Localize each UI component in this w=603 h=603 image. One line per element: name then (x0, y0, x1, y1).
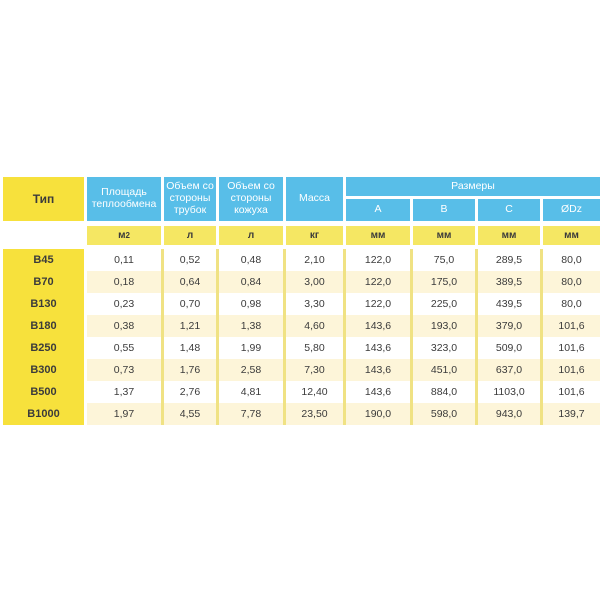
data-cell: 80,0 (543, 271, 600, 293)
data-cell: 2,76 (164, 381, 216, 403)
data-cell: 0,18 (87, 271, 161, 293)
unit-tube-volume: л (164, 226, 216, 245)
data-cell: 7,30 (286, 359, 343, 381)
dimension-a-header: A (346, 199, 410, 221)
data-cell: 122,0 (346, 271, 410, 293)
data-cell: 7,78 (219, 403, 283, 425)
unit-area-base: м (118, 230, 126, 241)
unit-area: м 2 (87, 226, 161, 245)
data-cell: 139,7 (543, 403, 600, 425)
data-cell: 0,38 (87, 315, 161, 337)
data-cell: 0,84 (219, 271, 283, 293)
data-cell: 1103,0 (478, 381, 540, 403)
row-type-cell: B130 (3, 293, 84, 315)
data-cell: 143,6 (346, 359, 410, 381)
data-cell: 0,23 (87, 293, 161, 315)
data-cell: 1,37 (87, 381, 161, 403)
data-cell: 0,11 (87, 249, 161, 271)
unit-dim-dz: мм (543, 226, 600, 245)
data-cell: 289,5 (478, 249, 540, 271)
data-cell: 0,55 (87, 337, 161, 359)
data-cell: 884,0 (413, 381, 475, 403)
data-cell: 509,0 (478, 337, 540, 359)
type-column-header: Тип (3, 177, 84, 221)
data-cell: 1,48 (164, 337, 216, 359)
data-cell: 101,6 (543, 337, 600, 359)
data-cell: 143,6 (346, 337, 410, 359)
data-cell: 101,6 (543, 315, 600, 337)
data-cell: 143,6 (346, 381, 410, 403)
unit-mass: кг (286, 226, 343, 245)
data-cell: 1,97 (87, 403, 161, 425)
data-cell: 75,0 (413, 249, 475, 271)
data-cell: 0,52 (164, 249, 216, 271)
shell-volume-column-header: Объем со стороны кожуха (219, 177, 283, 221)
data-cell: 101,6 (543, 381, 600, 403)
area-column-header: Площадь теплообмена (87, 177, 161, 221)
row-type-cell: B45 (3, 249, 84, 271)
data-cell: 12,40 (286, 381, 343, 403)
data-cell: 2,58 (219, 359, 283, 381)
unit-dim-a: мм (346, 226, 410, 245)
row-type-cell: B180 (3, 315, 84, 337)
data-cell: 3,30 (286, 293, 343, 315)
data-cell: 0,70 (164, 293, 216, 315)
dimension-c-header: C (478, 199, 540, 221)
data-cell: 451,0 (413, 359, 475, 381)
data-cell: 1,38 (219, 315, 283, 337)
data-cell: 943,0 (478, 403, 540, 425)
data-cell: 2,10 (286, 249, 343, 271)
data-cell: 23,50 (286, 403, 343, 425)
data-cell: 80,0 (543, 293, 600, 315)
tube-volume-column-header: Объем со стороны трубок (164, 177, 216, 221)
data-cell: 4,81 (219, 381, 283, 403)
data-cell: 379,0 (478, 315, 540, 337)
unit-shell-volume: л (219, 226, 283, 245)
data-cell: 1,21 (164, 315, 216, 337)
data-cell: 225,0 (413, 293, 475, 315)
mass-column-header: Масса (286, 177, 343, 221)
unit-dim-b: мм (413, 226, 475, 245)
data-cell: 0,73 (87, 359, 161, 381)
data-cell: 598,0 (413, 403, 475, 425)
unit-dim-c: мм (478, 226, 540, 245)
row-type-cell: B1000 (3, 403, 84, 425)
row-type-cell: B250 (3, 337, 84, 359)
data-cell: 175,0 (413, 271, 475, 293)
dimension-dz-header: ØDz (543, 199, 600, 221)
data-cell: 323,0 (413, 337, 475, 359)
data-cell: 122,0 (346, 249, 410, 271)
row-type-cell: B300 (3, 359, 84, 381)
data-cell: 1,76 (164, 359, 216, 381)
data-cell: 4,60 (286, 315, 343, 337)
row-type-cell: B500 (3, 381, 84, 403)
data-cell: 190,0 (346, 403, 410, 425)
data-cell: 0,48 (219, 249, 283, 271)
data-cell: 143,6 (346, 315, 410, 337)
data-cell: 193,0 (413, 315, 475, 337)
data-cell: 101,6 (543, 359, 600, 381)
dimensions-group-header: Размеры (346, 177, 600, 196)
heat-exchanger-spec-table (3, 177, 600, 425)
data-cell: 0,64 (164, 271, 216, 293)
data-cell: 5,80 (286, 337, 343, 359)
data-cell: 389,5 (478, 271, 540, 293)
data-cell: 80,0 (543, 249, 600, 271)
data-cell: 0,98 (219, 293, 283, 315)
data-cell: 637,0 (478, 359, 540, 381)
data-cell: 4,55 (164, 403, 216, 425)
data-cell: 3,00 (286, 271, 343, 293)
data-cell: 122,0 (346, 293, 410, 315)
row-type-cell: B70 (3, 271, 84, 293)
data-cell: 439,5 (478, 293, 540, 315)
dimension-b-header: B (413, 199, 475, 221)
data-cell: 1,99 (219, 337, 283, 359)
